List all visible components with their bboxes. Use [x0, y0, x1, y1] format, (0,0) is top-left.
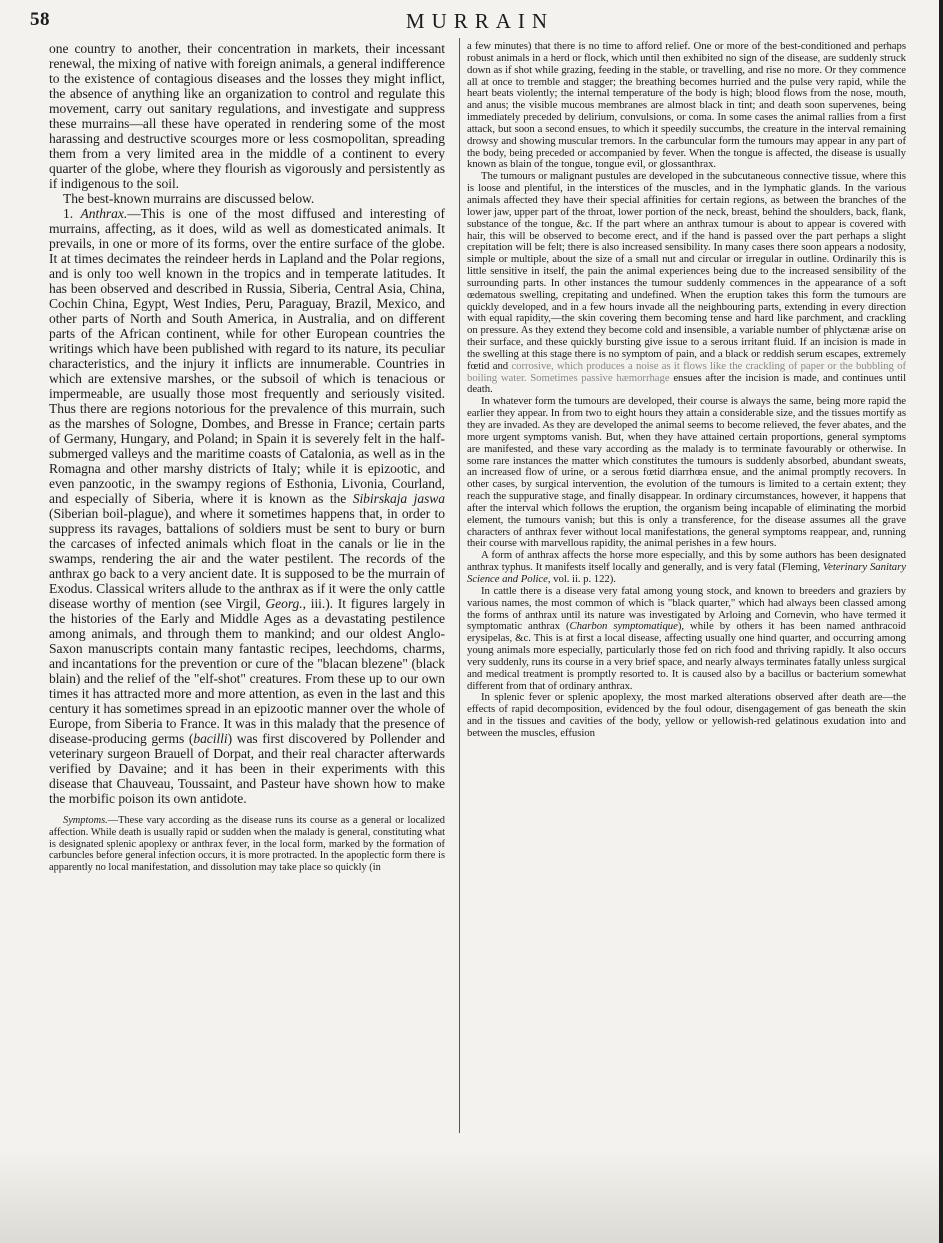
paragraph: In whatever form the tumours are developed, their course is always the same, being more rapid the earlier they appear. In from two to eight hours they attain a considerable size, and the tissues mortify as they are invaded. As they are developed the animal seems to become relieved, the fever abates, and the more urgent symptoms vanish. But, when they have attained certain proportions, general symptoms are manifested, and these vary according as the malady is to terminate favourably or otherwise. In some rare instances the matter which constitutes the tumours is suddenly absorbed, abundant sweats, an increased flow of urine, or a serous fœtid diarrhœa ensue, and the animal promptly recovers. In other cases, by surgical intervention, the evolution of the tumours is limited to a certain extent; they reach the suppurative stage, and finally disappear. In ordinary circumstances, however, it happens that after the interval which follows the eruption, the organism being incapable of eliminating the morbid element, the tumours vanish; but this is only a transference, for the disease assumes all the grave characters of anthrax fever without local manifestations, the general symptoms reappear, and, running their course with marvellous rapidity, the animal perishes in a few hours.: [467, 395, 906, 550]
section-heading: Symptoms.: [63, 815, 108, 826]
paragraph: [467, 586, 906, 693]
text-run: A form of anthrax affects the horse more especially, and this by some authors has been designated anthrax typhus. It manifests itself locally and generally, and is very fatal (Fleming,: [467, 549, 906, 574]
left-column: [49, 41, 445, 874]
text-run: ) was first discovered by Pollender and veterinary surgeon Brauell of Dorpat, and their real character afterwards verified by Davaine; and it has been in their experiments with this disease that Chauveau, Toussaint, and Pasteur have shown how to make the morbific poison its own antidote.: [49, 731, 445, 806]
italic-run: Georg.: [265, 596, 303, 611]
paragraph: [467, 550, 906, 586]
paragraph: one country to another, their concentration in markets, their incessant renewal, the mixing of native with foreign animals, a general indifference to the existence of contagious diseases and the losses they might inflict, the absence of anything like an organization to control and regulate this movement, carry out sanitary regulations, and investigate and suppress these murrains—all these have operated in rendering some of the most harassing and destructive scourges more or less cosmopolitan, spreading them from a very limited area in the middle of a continent to every quarter of the globe, where they flourish as vigorously and persistently as if indigenous to the soil.: [49, 41, 445, 191]
italic-run: bacilli: [193, 731, 228, 746]
right-column: [467, 41, 906, 740]
paragraph: a few minutes) that there is no time to afford relief. One or more of the best-conditioned and perhaps robust animals in a herd or flock, which until then exhibited no sign of the disease, are suddenly struck down as if shot while grazing, feeding in the stable, or travelling, and rise no more. Or they commence all at once to tremble and stagger; the breathing becomes hurried and the pulse very rapid, while the heart beats violently; the internal temperature of the body is high; blood flows from the nose, mouth, and anus; the visible mucous membranes are almost black in tint; and death soon supervenes, being immediately preceded by delirium, convulsions, or coma. In some cases the animal rallies from a first attack, but soon a second ensues, to which it speedily succumbs, the creature in the interval remaining drowsy and showing muscular tremors. In the carbuncular form the tumours may appear in any part of the body, being preceded or accompanied by fever. When the tongue is affected, the disease is usually known as blain of the tongue, tongue evil, or glossanthrax.: [467, 40, 906, 171]
section-number: 1.: [63, 206, 81, 221]
text-run: , vol. ii. p. 122).: [547, 572, 616, 585]
page-header: [30, 9, 930, 37]
text-run: (Siberian boil-plague), and where it sometimes happens that, in order to suppress its ravages, battalions of soldiers must be sent to bury or burn the carcases of infected animals which float in the canals or lie in the swamps, rendering the air and the water pestilent. The records of the anthrax go back to a very ancient date. It is supposed to be the murrain of Exodus. Classical writers allude to the anthrax as if it were the only cattle disease worthy of mention (see Virgil,: [49, 506, 445, 611]
faded-text-run: corrosive, which produces a noise as it flows like the crackling of paper or the bubbling of boiling water. Sometimes passive hæmorrhage: [467, 359, 906, 384]
text-run: —These vary according as the disease runs its course as a general or localized affection. While death is usually rapid or sudden when the malady is general, constituting what is designated splenic apoplexy or anthrax fever, in the local form, marked by the formation of carbuncles before general infection occurs, it is more protracted. In the apoplectic form there is apparently no local manifestation, and dissolution may take place so quickly (in: [49, 815, 445, 873]
page-number: 58: [30, 9, 50, 30]
scan-edge: [939, 0, 943, 1243]
section-heading: Anthrax.: [80, 206, 128, 221]
column-divider: [459, 38, 460, 1133]
text-run: , iii.). It figures largely in the histories of the Early and Middle Ages as a devastating pestilence among animals, and through them to mankind; and our oldest Anglo-Saxon manuscripts contain many fantastic recipes, leechdoms, charms, and incantations for the prevention or cure of the "blacan blezene" (black blain) and the relief of the "elf-shot" creatures. From these up to our own times it has attracted more and more attention, as even in the last and this century it has sometimes spread in an epizootic manner over the whole of Europe, from Siberia to France. It was in this malady that the presence of disease-producing germs (: [49, 596, 445, 746]
italic-run: Veterinary Sanitary Science and Police: [467, 561, 906, 585]
page-shadow: [0, 1150, 943, 1243]
paragraph: [467, 171, 906, 396]
italic-run: Charbon symptomatique: [569, 620, 678, 633]
text-run: In cattle there is a disease very fatal among young stock, and known to breeders and graziers by various names, the most common of which is "black quarter," which had always been classed among the forms of anthrax until its nature was investigated by Arloing and Cornevin, who have termed it symptomatic anthrax (: [467, 584, 906, 633]
text-run: The tumours or malignant pustules are developed in the subcutaneous connective tissue, where this is loose and plentiful, in the interstices of the muscles, and in the lymphatic glands. In the various animals affected they have their special affinities for certain regions, as between the branches of the lower jaw, upper part of the throat, lower portion of the neck, breast, behind the shoulders, back, flank, substance of the tongue, &c. If the part where an anthrax tumour is about to appear is covered with hair, this will be observed to become erect, and if the hand is passed over the part perhaps a slight crepitation will be felt; there is also increased sensibility. In many cases there soon appears a nodosity, simple or multiple, about the size of a small nut and circular or irregular in outline. Ordinarily this is little sensitive in itself, the pain the animal experiences being due to the increased sensibility of the surrounding parts. In other instances the tumour suddenly commences in the appearance of a soft œdematous swelling, crepitating and undefined. When the eruption takes this form the tumours are quickly developed, and in a few hours invade all the neighbouring parts, extending in every direction with equal rapidity,—the skin covering them becoming tense and hard like parchment, and crackling on pressure. As they extend they become cold and insensible, a variable number of phlyctænæ arise on their surface, and these quickly bursting give issue to a serous irritant fluid. If an incision is made in the swelling at this stage there is no symptom of pain, and a black or reddish serum escapes, extremely fœtid and: [467, 170, 906, 372]
text-run: ), while by others it has been named anthracoid erysipelas, &c. This is at first a local disease, affecting usually one hind quarter, and occurring among young animals more especially, particularly those fed on rich food and thriving rapidly. It also occurs very suddenly, runs its course in a very brief space, and nearly always terminates fatally unless surgical and medical treatment is promptly resorted to. It is caused also by a bacillus or bacterium somewhat different from that of ordinary anthrax.: [467, 620, 906, 692]
paragraph-anthrax: [49, 206, 445, 806]
paragraph-symptoms: [49, 815, 445, 874]
paragraph: The best-known murrains are discussed below.: [63, 191, 315, 206]
italic-run: Sibirskaja jaswa: [352, 491, 445, 506]
paragraph: In splenic fever or splenic apoplexy, the most marked alterations observed after death are—the effects of rapid decomposition, evidenced by the foul odour, disengagement of gas beneath the skin and in the tissues and cavities of the body, yellow or yellowish-red gelatinous exudation into and between the muscles, effusion: [467, 691, 906, 739]
text-run: —This is one of the most diffused and interesting of murrains, affecting, as it does, wild as well as domesticated animals. It prevails, in one or more of its forms, over the entire surface of the globe. It at times decimates the reindeer herds in Lapland and the Polar regions, and is only too well known in the tropics and in temperate latitudes. It has been observed and described in Russia, Siberia, Central Asia, China, Cochin China, Egypt, West Indies, Peru, Paraguay, Brazil, Mexico, and other parts of North and South America, in Australia, and on different parts of the African continent, while for other European countries the writings which have been published with regard to its nature, its peculiar characteristics, and the injury it inflicts are innumerable. Countries in which are extensive marshes, or the subsoil of which is tenacious or impermeable, are usually those most frequently and seriously visited. Thus there are regions notorious for the prevalence of this murrain, such as the marshes of Sologne, Dombes, and Bresse in France; certain parts of Germany, Hungary, and Poland; in Spain it is severely felt in the half-submerged valleys and the maritime coasts of Catalonia, as well as in the Romagna and other marshy districts of Italy; while it is epizootic, and even panzootic, in the swampy regions of Esthonia, Livonia, Courland, and especially of Siberia, where it is known as the: [49, 206, 445, 506]
text-run: ensues after the incision is made, and continues until death.: [467, 371, 907, 396]
running-title: MURRAIN: [405, 9, 555, 33]
